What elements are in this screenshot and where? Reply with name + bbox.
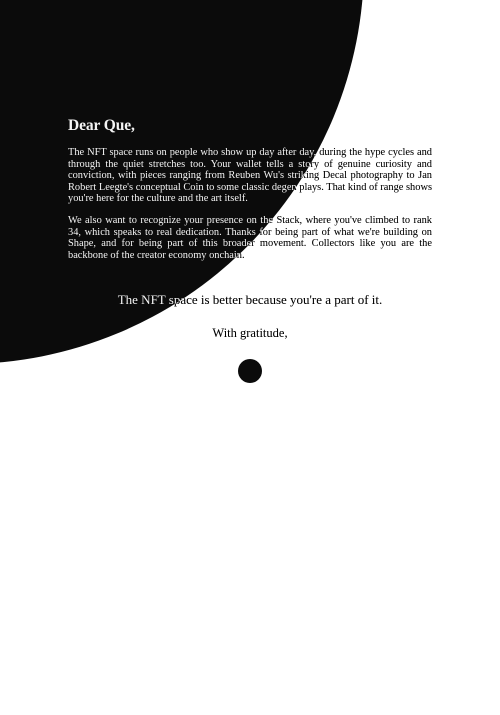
signature-dot-icon (238, 359, 262, 383)
closing-line: The NFT space is better because you're a part of it. (117, 292, 383, 307)
letter-paragraph-2: We also want to recognize your presence on the Stack, where you've climbed to rank 34, which speaks to real dedication. Thanks for being part of what we're building on Shape, and for being part of this broader movement. Collectors like you are the backbone of the creator economy onchain. (68, 215, 432, 261)
letter-paragraph-1: The NFT space runs on people who show up day after day, during the hype cycles and through the quiet stretches too. Your wallet tells a story of genuine curiosity and conviction, with pieces ranging from Reuben Wu's striking Decal photography to Jan Robert Leegte's conceptual Coin to some classic degen plays. That kind of range shows you're here for the culture and the art itself. (68, 147, 432, 204)
sign-off: With gratitude, (212, 326, 288, 340)
letter-greeting: Dear Que, (68, 117, 135, 134)
